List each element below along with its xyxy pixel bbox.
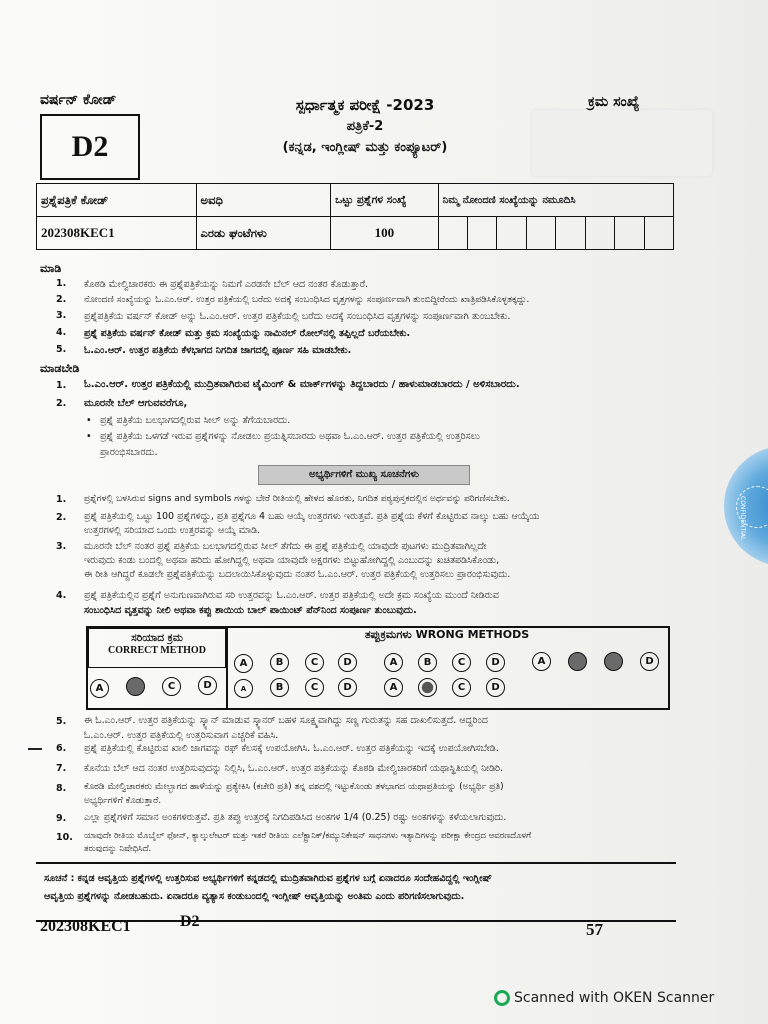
donts-bullet-continued: ಪ್ರಾರಂಭಿಸಬಾರದು.: [100, 447, 158, 458]
registration-digit-box[interactable]: [644, 217, 674, 250]
dos-item: ಓ.ಎಂ.ಆರ್. ಉತ್ತರ ಪತ್ರಿಕೆಯ ಕೆಳಭಾಗದ ನಿಗದಿತ ಜಾಗದಲ್ಲಿ ಪೂರ್ಣ ಸಹಿ ಮಾಡಬೇಕು.: [84, 345, 352, 356]
item-number: 5.: [56, 344, 67, 355]
answer-bubble: A: [384, 678, 403, 697]
instruction-item: ಪ್ರಶ್ನೆ ಪತ್ರಿಕೆಯಲ್ಲಿ ಒಟ್ಟು 100 ಪ್ರಶ್ನೆಗಳಿದ್ದು, ಪ್ರತಿ ಪ್ರಶ್ನೆಗೂ 4 ಬಹು ಆಯ್ಕೆ ಉತ್ತರಗಳು ಇರುತ್ತವೆ. ಪ್ರತಿ ಪ್ರಶ್ನೆಯ ಕೆಳಗೆ ಕೊಟ್ಟಿರುವ ನಾಲ್ಕು ಬಹು ಆಯ್ಕೆಯ: [84, 511, 540, 522]
answer-bubble: A: [90, 679, 109, 698]
answer-bubble-ticked: A: [234, 654, 253, 673]
donts-bullet: ಪ್ರಶ್ನೆ ಪತ್ರಿಕೆಯ ಬಲಭಾಗದಲ್ಲಿರುವ ಸೀಲ್ ಅನ್ನು ತೆಗೆಯಬಾರದು.: [100, 415, 291, 426]
dos-item: ಕೊಠಡಿ ಮೇಲ್ವಿಚಾರಕರು ಈ ಪ್ರಶ್ನೆಪತ್ರಿಕೆಯನ್ನು ನಿಮಗೆ ಎರಡನೇ ಬೆಲ್ ಆದ ನಂತರ ಕೊಡುತ್ತಾರೆ.: [84, 279, 369, 290]
duration: ಎರಡು ಘಂಟೆಗಳು: [196, 217, 331, 250]
registration-digit-box[interactable]: [438, 217, 467, 250]
donts-bullet: ಪ್ರಶ್ನೆ ಪತ್ರಿಕೆಯ ಒಳಗಡೆ ಇರುವ ಪ್ರಶ್ನೆಗಳನ್ನು ನೋಡಲು ಪ್ರಯತ್ನಿಸಬಾರದು ಅಥವಾ ಓ.ಎಂ.ಆರ್. ಉತ್ತರ ಪತ್ರಿಕೆಯಲ್ಲಿ ಉತ್ತರಿಸಲು: [100, 431, 480, 442]
answer-bubble-crossed: D: [486, 653, 505, 672]
answer-bubble: D: [198, 676, 217, 695]
answer-bubble: B: [270, 653, 289, 672]
instruction-item: ಯಾವುದೇ ರೀತಿಯ ಮೊಬೈಲ್ ಫೋನ್, ಕ್ಯಾಲ್ಕುಲೇಟರ್ ಮತ್ತು ಇತರೆ ರೀತಿಯ ಎಲೆಕ್ಟ್ರಾನಿಕ್/ಕಮ್ಯುನಿಕೇಷನ್ ಸಾಧನಗಳು ಇತ್ಯಾದಿಗಳನ್ನು ಪರೀಕ್ಷಾ ಕೇಂದ್ರದ ಆವರಣದೊಳಗೆ: [84, 831, 532, 841]
answer-bubble: C: [305, 678, 324, 697]
table-header-cell: ಅವಧಿ: [196, 184, 331, 217]
answer-bubble-filled: [568, 652, 587, 671]
registration-digit-box[interactable]: [585, 217, 614, 250]
instruction-item-continued: ಅಭ್ಯರ್ಥಿಗಳಿಗೆ ಕೊಡುತ್ತಾರೆ.: [84, 796, 162, 806]
registration-digit-box[interactable]: [468, 217, 497, 250]
answer-bubble: A: [384, 653, 403, 672]
correct-method-label-box: [88, 628, 226, 668]
instruction-item: ಈ ಓ.ಎಂ.ಆರ್. ಉತ್ತರ ಪತ್ರಿಕೆಯನ್ನು ಸ್ಕ್ಯಾನ್ ಮಾಡುವ ಸ್ಕ್ಯಾನರ್ ಬಹಳ ಸೂಕ್ಷ್ಮವಾಗಿದ್ದು ಸಣ್ಣ ಗುರುತನ್ನು ಸಹ ದಾಖಲಿಸುತ್ತದೆ. ಆದ್ದರಿಂದ: [84, 715, 488, 726]
table-header-cell: ಒಟ್ಟು ಪ್ರಶ್ನೆಗಳ ಸಂಖ್ಯೆ: [331, 184, 438, 217]
answer-bubble: C: [162, 677, 181, 696]
dos-item: ಪ್ರಶ್ನೆ ಪತ್ರಿಕೆಯ ವರ್ಷನ್ ಕೋಡ್ ಮತ್ತು ಕ್ರಮ ಸಂಖ್ಯೆಯನ್ನು ನಾಮಿನಲ್ ರೋಲ್‌ನಲ್ಲಿ ತಪ್ಪಿಲ್ಲದೆ ಬರೆಯಬೇಕು.: [84, 328, 411, 339]
item-number: 1.: [56, 278, 67, 289]
wrong-methods-title: ತಪ್ಪುಕ್ರಮಗಳು WRONG METHODS: [364, 628, 530, 641]
method-divider: [226, 626, 228, 708]
answer-bubble: D: [338, 653, 357, 672]
donts-heading: ಮಾಡಬೇಡಿ: [40, 362, 80, 375]
answer-bubble: D: [640, 652, 659, 671]
answer-bubble: C: [452, 653, 471, 672]
subjects-line: (ಕನ್ನಡ, ಇಂಗ್ಲೀಷ್ ಮತ್ತು ಕಂಪ್ಯೂಟರ್): [282, 140, 448, 155]
version-code-box: D2: [40, 114, 140, 180]
version-code-label: ವರ್ಷನ್ ಕೋಡ್: [40, 92, 117, 108]
answer-bubble-filled: [604, 652, 623, 671]
instructions-banner: ಅಭ್ಯರ್ಥಿಗಳಿಗೆ ಮುಖ್ಯ ಸೂಚನೆಗಳು: [258, 465, 470, 485]
note-line: ಸೂಚನೆ : ಕನ್ನಡ ಆವೃತ್ತಿಯ ಪ್ರಶ್ನೆಗಳಲ್ಲಿ ಉತ್ತರಿಸುವ ಅಭ್ಯರ್ಥಿಗಳಿಗೆ ಕನ್ನಡದಲ್ಲಿ ಮುದ್ರಿತವಾಗಿರುವ ಪ್ರಶ್ನೆಗಳ ಬಗ್ಗೆ ಏನಾದರೂ ಸಂದೇಹವಿದ್ದಲ್ಲಿ ಇಂಗ್ಲೀಷ್: [44, 873, 492, 884]
item-number: 3.: [56, 310, 67, 321]
answer-bubble: B: [270, 678, 289, 697]
exam-title: ಸ್ಪರ್ಧಾತ್ಮಕ ಪರೀಕ್ಷೆ -2023: [295, 96, 435, 114]
answer-bubble-partial: [418, 678, 437, 697]
answer-bubble: B: [418, 653, 437, 672]
instruction-item-continued: ಓ.ಎಂ.ಆರ್. ಉತ್ತರ ಪತ್ರಿಕೆಯಲ್ಲಿ ಉತ್ತರಿಸುವಾಗ ಎಚ್ಚರಿಕೆ ವಹಿಸಿ.: [84, 730, 279, 741]
note-line: ಆವೃತ್ತಿಯ ಪ್ರಶ್ನೆಗಳನ್ನು ನೋಡಬಹುದು. ಏನಾದರೂ ವ್ಯತ್ಯಾಸ ಕಂಡುಬಂದಲ್ಲಿ ಇಂಗ್ಲೀಷ್ ಆವೃತ್ತಿಯನ್ನು ಅಂತಿಮ ಎಂದು ಪರಿಗಣಿಸಲಾಗುವುದು.: [44, 891, 465, 902]
info-table-header-row: [37, 184, 674, 217]
instruction-item: ಎಲ್ಲಾ ಪ್ರಶ್ನೆಗಳಿಗೆ ಸಮಾನ ಅಂಕಗಳಿರುತ್ತವೆ. ಪ್ರತಿ ತಪ್ಪು ಉತ್ತರಕ್ಕೆ ನಿಗದಿಪಡಿಸಿದ ಅಂಕಗಳ 1/4 (0.25) ರಷ್ಟು ಅಂಕಗಳನ್ನು ಕಳೆಯಲಾಗುವುದು.: [84, 812, 507, 823]
answer-bubble: D: [486, 678, 505, 697]
scanner-watermark: Scanned with OKEN Scanner: [514, 990, 715, 1006]
instruction-item: ಕೊಠಡಿ ಮೇಲ್ವಿಚಾರಕರು ಮೇಲ್ಭಾಗದ ಹಾಳೆಯನ್ನು ಪ್ರತ್ಯೇಕಿಸಿ (ಕಚೇರಿ ಪ್ರತಿ) ತನ್ನ ವಶದಲ್ಲಿ ಇಟ್ಟುಕೊಂಡು ತಳಭಾಗದ ಯಥಾಪ್ರತಿಯನ್ನು (ಅಭ್ಯರ್ಥಿ ಪ್ರತಿ): [84, 782, 504, 792]
registration-digit-box[interactable]: [526, 217, 555, 250]
correct-method-subtitle: CORRECT METHOD: [108, 645, 206, 656]
instruction-item-continued: ಉತ್ತರಗಳಲ್ಲಿ ಸರಿಯಾದ ಒಂದು ಉತ್ತರವನ್ನು ಆಯ್ಕೆ ಮಾಡಿ.: [84, 525, 261, 536]
seal-text: CONFIDENTIAL: [739, 496, 746, 541]
instruction-item: ಪ್ರಶ್ನೆಗಳಲ್ಲಿ ಬಳಸಿರುವ signs and symbols ಗಳನ್ನು ಬೇರೆ ರೀತಿಯಲ್ಲಿ ಹೇಳದ ಹೊರತು, ನಿಗದಿತ ಪಠ್ಯಪುಸ್ತಕದಲ್ಲಿನ ಅರ್ಥವನ್ನು ಪರಿಗಣಿಸಬೇಕು.: [84, 494, 510, 504]
dos-item: ಪ್ರಶ್ನೆಪತ್ರಿಕೆಯ ವರ್ಷನ್ ಕೋಡ್ ಅನ್ನು ಓ.ಎಂ.ಆರ್. ಉತ್ತರ ಪತ್ರಿಕೆಯಲ್ಲಿ ಬರೆದು ಅದಕ್ಕೆ ಸಂಬಂಧಿಸಿದ ವೃತ್ತಗಳನ್ನು ಸಂಪೂರ್ಣವಾಗಿ ತುಂಬಬೇಕು.: [84, 311, 511, 322]
instruction-item: ಮೂರನೇ ಬೆಲ್ ನಂತರ ಪ್ರಶ್ನೆ ಪತ್ರಿಕೆಯ ಬಲಭಾಗದಲ್ಲಿರುವ ಸೀಲ್ ತೆಗೆದು ಈ ಪ್ರಶ್ನೆ ಪತ್ರಿಕೆಯಲ್ಲಿ ಯಾವುದೇ ಪುಟಗಳು ಮುದ್ರಿತವಾಗಿಲ್ಲದೇ: [84, 541, 487, 552]
scanner-logo-icon: [494, 990, 510, 1006]
page-number: 57: [586, 920, 603, 939]
registration-digit-box[interactable]: [615, 217, 644, 250]
margin-mark: [28, 748, 42, 750]
instruction-item-continued: ಸಂಬಂಧಿಸಿದ ವೃತ್ತವನ್ನು ನೀಲಿ ಅಥವಾ ಕಪ್ಪು ಶಾಯಿಯ ಬಾಲ್ ಪಾಯಿಂಟ್ ಪೆನ್‌ನಿಂದ ಸಂಪೂರ್ಣ ತುಂಬುವುದು.: [84, 605, 417, 616]
instruction-item: ಪ್ರಶ್ನೆ ಪತ್ರಿಕೆಯಲ್ಲಿ ಕೊಟ್ಟಿರುವ ಖಾಲಿ ಜಾಗವನ್ನು ರಫ್ ಕೆಲಸಕ್ಕೆ ಉಪಯೋಗಿಸಿ. ಓ.ಎಂ.ಆರ್. ಉತ್ತರ ಪತ್ರಿಕೆಯನ್ನು ಇದಕ್ಕೆ ಉಪಯೋಗಿಸಬೇಡಿ.: [84, 743, 499, 754]
donts-item: ಓ.ಎಂ.ಆರ್. ಉತ್ತರ ಪತ್ರಿಕೆಯಲ್ಲಿ ಮುದ್ರಿತವಾಗಿರುವ ಟೈಮಿಂಗ್ & ಮಾರ್ಕ್‌ಗಳನ್ನು ತಿದ್ದಬಾರದು / ಹಾಳುಮಾಡಬಾರದು / ಅಳಿಸಬಾರದು.: [84, 379, 520, 390]
total-questions: 100: [331, 217, 438, 250]
instruction-item-continued: ತರುವುದನ್ನು ನಿಷೇಧಿಸಿದೆ.: [84, 844, 152, 854]
instruction-item: ಕೊನೆಯ ಬೆಲ್ ಆದ ನಂತರ ಉತ್ತರಿಸುವುದನ್ನು ನಿಲ್ಲಿಸಿ, ಓ.ಎಂ.ಆರ್. ಉತ್ತರ ಪತ್ರಿಕೆಯನ್ನು ಕೊಠಡಿ ಮೇಲ್ವಿಚಾರಕರಿಗೆ ಯಥಾಸ್ಥಿತಿಯಲ್ಲಿ ನೀಡಿರಿ.: [84, 763, 504, 774]
instruction-item-continued: ಈ ರೀತಿ ಆಗಿದ್ದರೆ ಕೂಡಲೇ ಪ್ರಶ್ನೆಪತ್ರಿಕೆಯನ್ನು ಬದಲಾಯಿಸಿಕೊಳ್ಳುವುದು ನಂತರ ಓ.ಎಂ.ಆರ್. ಉತ್ತರ ಪತ್ರಿಕೆಯಲ್ಲಿ ಉತ್ತರಿಸಲು ಪ್ರಾರಂಭಿಸುವುದು.: [84, 569, 511, 580]
serial-number-sticker: [532, 110, 712, 176]
footer-paper-code: 202308KEC1: [40, 918, 131, 935]
registration-digit-box[interactable]: [556, 217, 585, 250]
dos-heading: ಮಾಡಿ: [40, 262, 62, 275]
item-number: 2.: [56, 294, 67, 305]
serial-number-label: ಕ್ರಮ ಸಂಖ್ಯೆ: [588, 94, 640, 110]
item-number: 4.: [56, 327, 67, 338]
answer-bubble-partial: A: [234, 679, 253, 698]
info-table-value-row: [37, 217, 674, 250]
answer-bubble: C: [305, 653, 324, 672]
donts-item: ಮೂರನೇ ಬೆಲ್ ಆಗುವವರೆಗೂ,: [84, 398, 188, 409]
instruction-item-continued: ಇರುವುದು ಕಂಡು ಬಂದಲ್ಲಿ ಅಥವಾ ಹರಿದು ಹೋಗಿದ್ದಲ್ಲಿ ಅಥವಾ ಯಾವುದೇ ಅಕ್ಷರಗಳು ಬಿಟ್ಟುಹೋಗಿದ್ದಲ್ಲಿ ಎಂಬುದನ್ನು ಖಚಿತಪಡಿಸಿಕೊಂಡು,: [84, 555, 500, 566]
footer-version-code: D2: [180, 913, 200, 930]
paper-number: ಪತ್ರಿಕೆ-2: [346, 119, 384, 134]
answer-bubble: C: [452, 678, 471, 697]
instruction-item: ಪ್ರಶ್ನೆ ಪತ್ರಿಕೆಯಲ್ಲಿನ ಪ್ರಶ್ನೆಗೆ ಅನುಗುಣವಾಗಿರುವ ಸರಿ ಉತ್ತರವನ್ನು ಓ.ಎಂ.ಆರ್. ಉತ್ತರ ಪತ್ರಿಕೆಯಲ್ಲಿ ಅದೇ ಕ್ರಮ ಸಂಖ್ಯೆಯ ಮುಂದೆ ನೀಡಿರುವ: [84, 590, 499, 601]
answer-bubble-filled: [126, 677, 145, 696]
dos-item: ನೋಂದಣಿ ಸಂಖ್ಯೆಯನ್ನು ಓ.ಎಂ.ಆರ್. ಉತ್ತರ ಪತ್ರಿಕೆಯಲ್ಲಿ ಬರೆದು ಅದಕ್ಕೆ ಸಂಬಂಧಿಸಿದ ವೃತ್ತಗಳನ್ನು ಸಂಪೂರ್ಣವಾಗಿ ತುಂಬಿದ್ದೀರೆಂದು ಖಾತ್ರಿಪಡಿಸಿಕೊಳ್ಳತಕ್ಕದ್ದು.: [84, 295, 530, 305]
correct-method-title: ಸರಿಯಾದ ಕ್ರಮ: [131, 632, 183, 644]
answer-bubble: A: [532, 652, 551, 671]
registration-digit-box[interactable]: [497, 217, 526, 250]
table-header-cell: ಪ್ರಶ್ನೆಪತ್ರಿಕೆ ಕೋಡ್: [37, 184, 197, 217]
table-header-cell: ನಿಮ್ಮ ನೋಂದಣಿ ಸಂಖ್ಯೆಯನ್ನು ನಮೂದಿಸಿ: [438, 184, 673, 217]
answer-bubble: D: [338, 678, 357, 697]
info-table: [36, 183, 674, 250]
question-paper-code: 202308KEC1: [37, 217, 197, 250]
